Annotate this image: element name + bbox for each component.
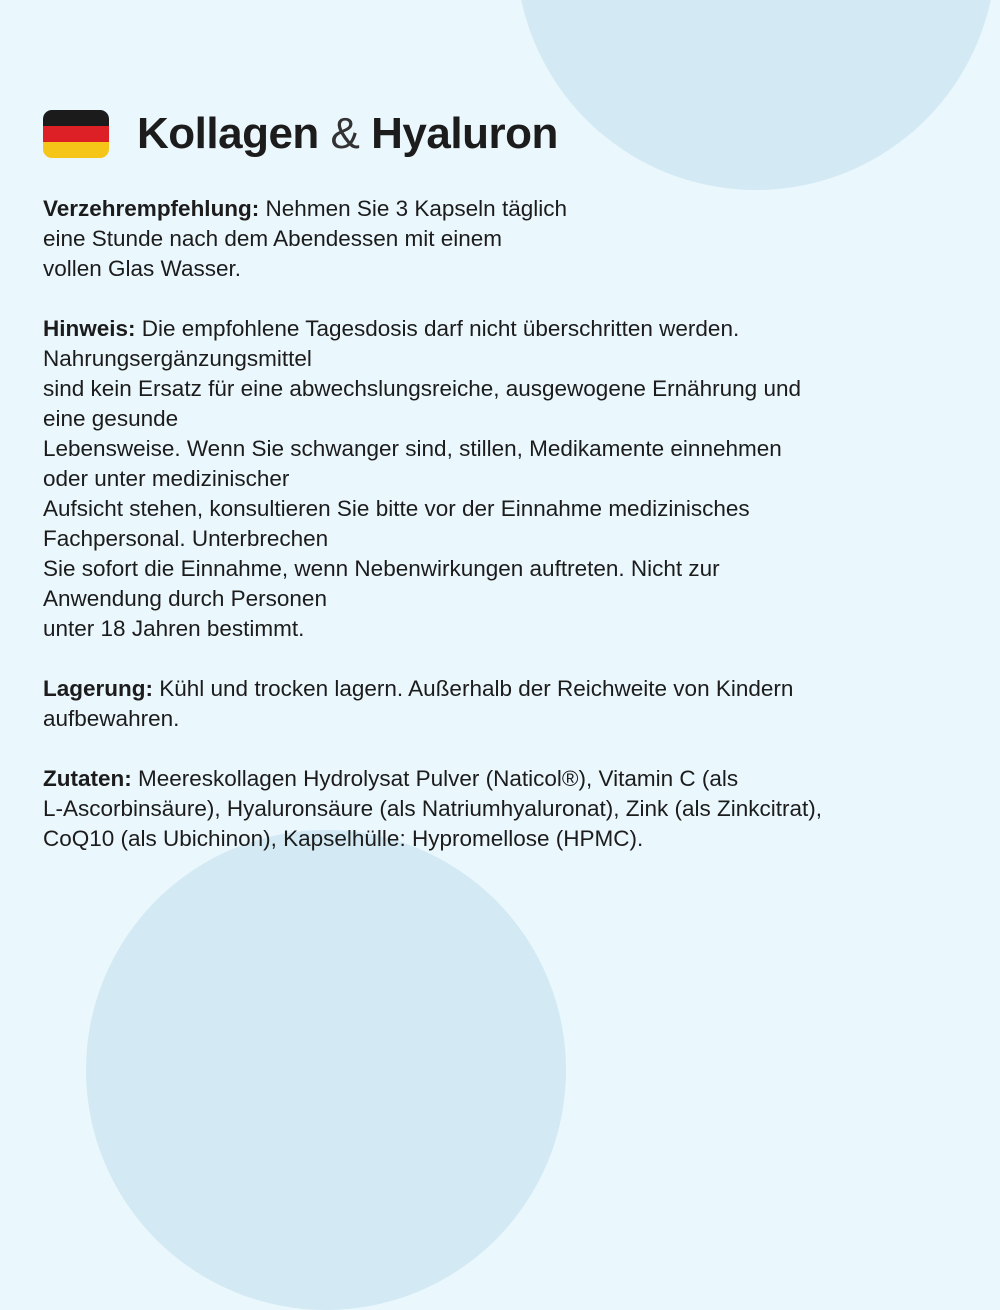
title-part-kollagen: Kollagen	[137, 109, 319, 158]
usage-line-0	[43, 194, 943, 224]
usage-line-1: eine Stunde nach dem Abendessen mit einem	[43, 226, 503, 251]
ingredients-section	[43, 764, 943, 854]
storage-text: Kühl und trocken lagern. Außerhalb der Reichweite von Kindern	[153, 676, 794, 701]
header	[43, 104, 558, 164]
note-label: Hinweis:	[43, 316, 136, 341]
ingredients-label: Zutaten:	[43, 766, 132, 791]
note-line-3: eine gesunde	[43, 406, 179, 431]
usage-line-2: vollen Glas Wasser.	[43, 256, 241, 281]
storage-label: Lagerung:	[43, 676, 153, 701]
ingredients-text: Meereskollagen Hydrolysat Pulver (Naticol®), Vitamin C (als	[131, 766, 739, 791]
note-line-9: Anwendung durch Personen	[43, 586, 327, 611]
usage-text: Nehmen Sie 3 Kapseln täglich	[259, 196, 567, 221]
note-line-4: Lebensweise. Wenn Sie schwanger sind, stillen, Medikamente einnehmen	[43, 436, 782, 461]
title-ampersand: &	[330, 109, 360, 158]
note-text: Die empfohlene Tagesdosis darf nicht überschritten werden.	[135, 316, 740, 341]
flag-stripe-black	[43, 110, 109, 126]
note-line-5: oder unter medizinischer	[43, 466, 290, 491]
storage-line-0	[43, 674, 943, 704]
storage-section	[43, 674, 943, 734]
note-line-7: Fachpersonal. Unterbrechen	[43, 526, 329, 551]
ingredients-line-0	[43, 764, 943, 794]
product-info	[43, 194, 943, 884]
note-line-6: Aufsicht stehen, konsultieren Sie bitte vor der Einnahme medizinisches	[43, 496, 750, 521]
title-part-hyaluron: Hyaluron	[371, 109, 558, 158]
storage-line-1: aufbewahren.	[43, 706, 180, 731]
note-line-8: Sie sofort die Einnahme, wenn Nebenwirkungen auftreten. Nicht zur	[43, 556, 720, 581]
germany-flag-icon	[43, 110, 109, 158]
flag-stripe-red	[43, 126, 109, 142]
note-section	[43, 314, 943, 644]
note-line-1: Nahrungsergänzungsmittel	[43, 346, 312, 371]
note-line-2: sind kein Ersatz für eine abwechslungsreiche, ausgewogene Ernährung und	[43, 376, 801, 401]
decorative-circle-top	[516, 0, 996, 190]
decorative-circle-bottom	[86, 830, 566, 1310]
note-line-0	[43, 314, 943, 344]
flag-stripe-gold	[43, 142, 109, 158]
ingredients-line-2: CoQ10 (als Ubichinon), Kapselhülle: Hypromellose (HPMC).	[43, 826, 644, 851]
usage-section	[43, 194, 943, 284]
note-line-10: unter 18 Jahren bestimmt.	[43, 616, 305, 641]
usage-label: Verzehrempfehlung:	[43, 196, 260, 221]
page-title	[137, 109, 558, 159]
ingredients-line-1: L-Ascorbinsäure), Hyaluronsäure (als Natriumhyaluronat), Zink (als Zinkcitrat),	[43, 796, 823, 821]
